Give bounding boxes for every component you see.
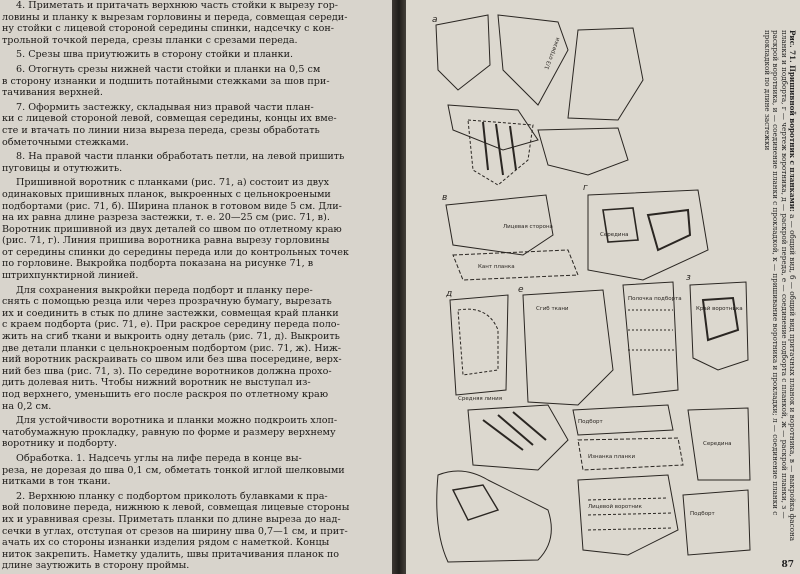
text-line: Для сохранения выкройки переда подборт и планку пере- — [16, 284, 313, 296]
pattern-hatch-collar — [648, 210, 690, 250]
pattern-piece-front-b — [538, 128, 628, 175]
fig-letter-z: з — [686, 273, 691, 283]
text-line: их и соединить в стык по длине застежки, совмещая край планки — [2, 307, 339, 319]
text-line: пуговицы и отутюжить. — [2, 162, 123, 174]
text-line: реза, не дорезая до шва 0,1 см, обметать тонкой иглой шелковыми — [2, 464, 345, 476]
text-line: на их равна длине разреза застежки, т. е. 20—25 см (рис. 71, в). — [2, 212, 330, 224]
fig-label-7: Край воротника — [696, 306, 743, 312]
text-line: ний без шва (рис. 71, з). По середине воротников должна прохо- — [2, 365, 332, 377]
fig-label-6: Полочка подборта — [628, 296, 682, 302]
text-line: 2. Верхнюю планку с подбортом приколоть булавками к пра- — [16, 490, 328, 502]
garment-collar — [453, 485, 498, 520]
fig-letter-a: а — [432, 15, 438, 25]
text-line: ловины и планку к вырезам горловины и переда, совмещая середи- — [2, 11, 348, 23]
caption-title: Рис. 71. Пришивной воротник с планками: — [788, 30, 797, 212]
text-line: в сторону изнанки и подшить потайными стежками за шов при- — [2, 75, 330, 87]
text-line: дить долевая нить. Чтобы нижний воротник не выступал из- — [2, 377, 311, 389]
caption-text: а — общий вид, б — общий вид притачных планок и воротника, в — выкройка фасона планки и подборта, г — чертеж воротника, д — раскрой переда, е — соединение подборта с планкой, ж — раскрой планки, з — раскрой воротника, и — соединение планки с прокладкой, к — пришивание воротника и прокладки; л — соединение планки с прокладкой по длине застежки — [762, 30, 797, 542]
page-number: 87 — [781, 560, 794, 570]
pattern-l-lines — [588, 498, 673, 530]
fig-letter-v: в — [442, 193, 448, 203]
text-line: ниток закрепить. Наметку удалить, швы притачивания планок по — [2, 548, 340, 560]
text-line: одинаковых пришивных планок, выкроенных с цельнокроеными — [2, 188, 331, 200]
text-line: от середины спинки до середины переда или до контрольных точек — [2, 246, 349, 258]
text-line: Воротник пришивной из двух деталей со швом по отлетному краю — [2, 223, 342, 235]
fig-label-13: Середина — [703, 441, 732, 447]
pattern-piece-collar-z — [690, 282, 748, 370]
pattern-collar-hatch — [703, 298, 738, 340]
pattern-figure — [428, 10, 758, 565]
text-line: Пришивной воротник с планками (рис. 71, а) состоит из двух — [16, 177, 330, 189]
fig-label-10: Изнанка планки — [588, 454, 636, 460]
left-page-text — [2, 0, 388, 572]
text-line: 6. Отогнуть срезы нижней части стойки и планки на 0,5 см — [16, 63, 321, 75]
text-line: на 0,2 см. — [2, 400, 52, 412]
fig-label-12: Подборт — [690, 511, 715, 517]
text-line: штрихпунктирной линией. — [2, 270, 139, 282]
pattern-piece-front-top — [498, 15, 568, 105]
text-line: 8. На правой части планки обработать петли, на левой пришить — [16, 151, 345, 163]
text-line: по горловине. Выкройка подборта показана на рисунке 71, в — [2, 258, 314, 270]
text-line: ний воротник раскраивать со швом или без шва посередине, верх- — [2, 354, 342, 366]
fig-letter-e: е — [518, 285, 524, 295]
fig-label-8: Средняя линия — [458, 396, 503, 402]
fig-label-2: Лицевая сторона — [503, 224, 553, 230]
figure-caption — [762, 30, 796, 550]
text-line: под верхнего, уменьшить его после раскроя по отлетному краю — [2, 389, 329, 400]
text-line: подбортами (рис. 71, б). Ширина планок в готовом виде 5 см. Дли- — [2, 200, 342, 212]
text-line: сте и втачать по линии низа выреза переда, срезы обработать — [2, 124, 320, 136]
text-line: жить на сгиб ткани и выкроить одну деталь (рис. 71, д). Выкроить — [2, 331, 340, 343]
pattern-plank-i-hatch — [483, 412, 546, 450]
text-line: трольной точкой переда, срезы планки с срезами переда. — [2, 34, 298, 46]
text-line: Для устойчивости воротника и планки можно подкроить хлоп- — [16, 415, 338, 427]
text-line: вой половине переда, нижнюю к левой, совмещая лицевые стороны — [2, 502, 350, 514]
garment-illustration — [437, 471, 552, 562]
text-line: чатобумажную прокладку, равную по форме и размеру верхнему — [2, 426, 336, 438]
text-line: Обработка. 1. Надсечь углы на лифе переда в конце вы- — [16, 452, 302, 464]
fig-label-1: 1/3 отрезки — [544, 36, 562, 71]
pattern-piece-m — [683, 490, 750, 555]
text-line: с краем подборта (рис. 71, е). При раскрое середину переда поло- — [2, 319, 340, 331]
text-line: ки с лицевой стороной левой, совмещая середины, концы их вме- — [2, 113, 337, 125]
book-gutter — [392, 0, 406, 574]
pattern-piece-facing — [453, 250, 578, 280]
fig-letter-g: г — [583, 183, 588, 193]
text-line: обметочными стежками. — [2, 136, 129, 148]
right-page — [406, 0, 800, 574]
pattern-front-curve — [458, 309, 498, 375]
pattern-piece-back-top — [568, 28, 643, 120]
text-line: 4. Приметать и притачать верхнюю часть стойки к вырезу гор- — [16, 0, 338, 11]
fig-label-9: Подборт — [578, 419, 603, 425]
fig-label-11: Лицевой воротник — [588, 504, 642, 510]
text-line: нитками в тон ткани. — [2, 476, 111, 488]
fig-label-4: Середина — [600, 232, 629, 238]
pattern-piece-shoulder — [436, 15, 490, 90]
fig-label-5: Сгиб ткани — [536, 306, 569, 312]
text-line: воротнику и подборту. — [2, 438, 118, 450]
text-line: снять с помощью резца или через прозрачную бумагу, вырезать — [2, 296, 332, 308]
pattern-piece-collar-a — [448, 105, 538, 150]
pattern-plank-lines — [628, 310, 676, 350]
text-line: (рис. 71, г). Линия пришива воротника равна вырезу горловины — [2, 235, 330, 247]
pattern-piece-l — [578, 475, 678, 555]
fig-label-3: Кант планка — [478, 264, 515, 270]
text-line: две детали планки с цельнокроеным подбортом (рис. 71, ж). Ниж- — [2, 342, 342, 354]
left-page — [0, 0, 392, 574]
text-line: 7. Оформить застежку, складывая низ правой части план- — [16, 101, 314, 113]
text-line: сечки в углах, отступая от срезов на ширину шва 0,7—1 см, и прит- — [2, 525, 348, 537]
pattern-piece-plank-i — [468, 405, 568, 470]
fig-letter-d: д — [446, 289, 453, 299]
text-line: их и уравнивая срезы. Приметать планки по длине выреза до над- — [2, 513, 341, 525]
text-line: ну стойки с лицевой стороной середины спинки, надсечку с кон- — [2, 23, 334, 35]
text-line: длине заутюжить в сторону проймы. — [2, 560, 190, 572]
text-line: тачивания верхней. — [2, 87, 103, 99]
text-line: ачать их со стороны изнанки изделия рядом с наметкой. Концы — [2, 537, 330, 549]
text-line: 5. Срезы шва приутюжить в сторону стойки и планки. — [16, 49, 294, 61]
pattern-hatching — [483, 122, 516, 175]
